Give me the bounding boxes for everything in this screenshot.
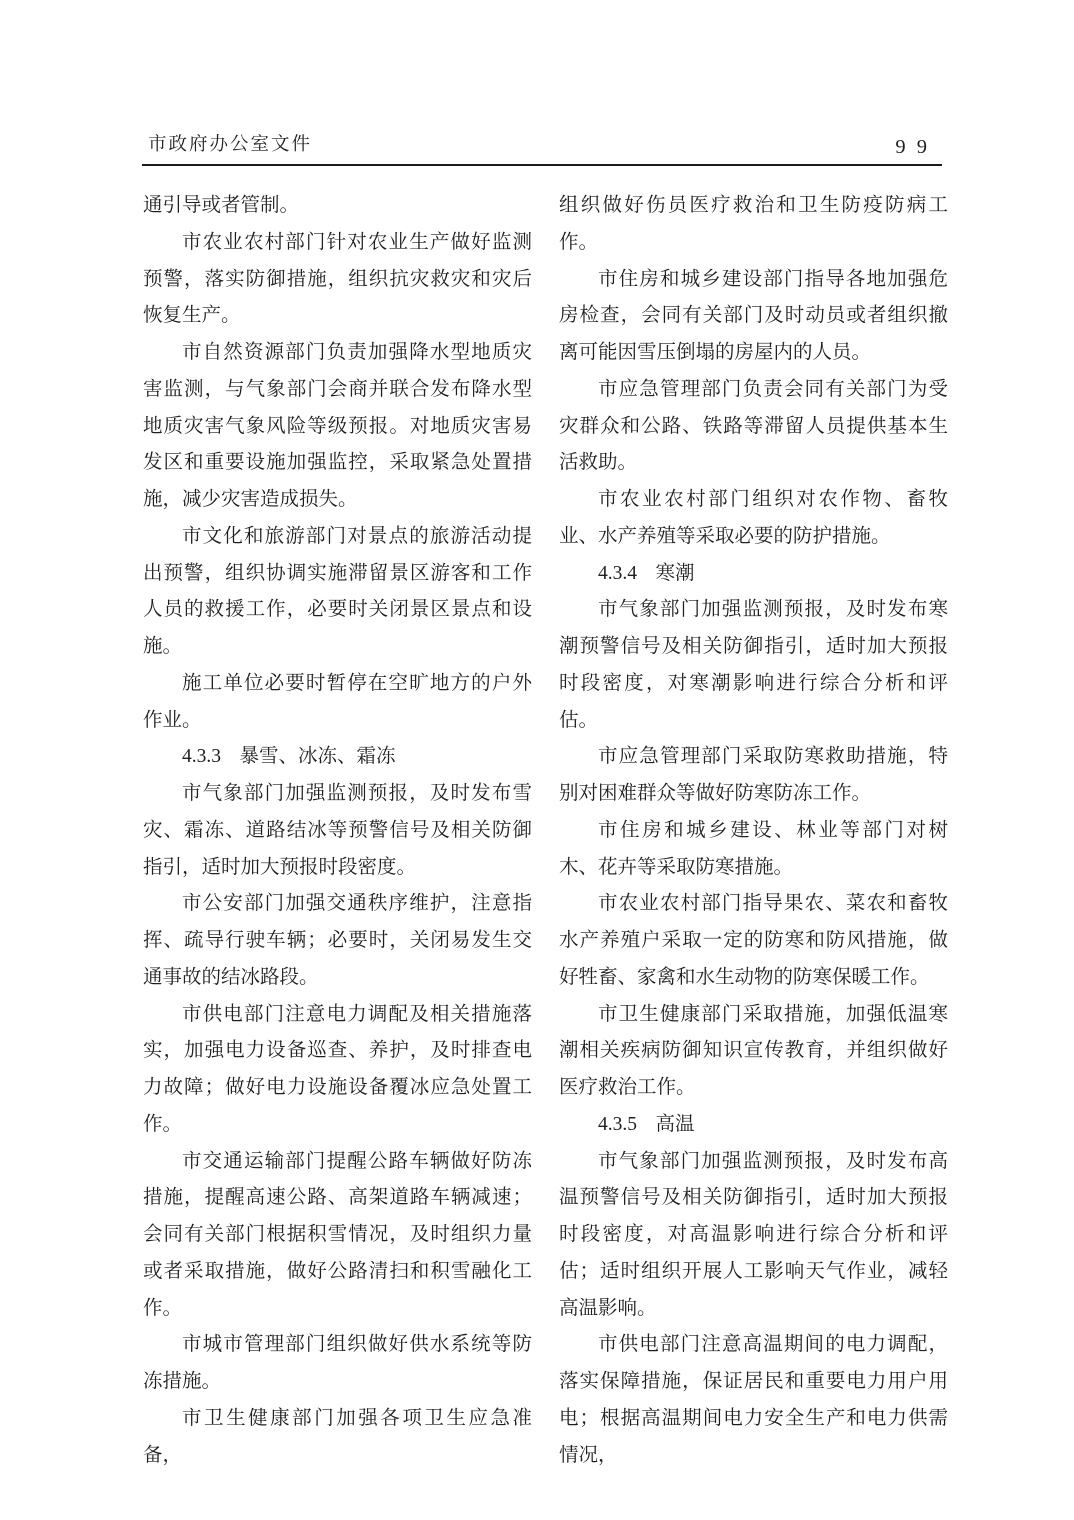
paragraph: 市应急管理部门采取防寒救助措施，特别对困难群众等做好防寒防冻工作。 xyxy=(559,746,948,804)
paragraph: 市卫生健康部门采取措施，加强低温寒潮相关疾病防御知识宣传教育，并组织做好医疗救治工作。 xyxy=(559,1003,948,1098)
continuation-paragraph: 通引导或者管制。 xyxy=(143,195,300,216)
section-number: 4.3.3 xyxy=(182,746,221,768)
paragraph: 市气象部门加强监测预报，及时发布寒潮预警信号及相关防御指引，适时加大预报时段密度，对寒潮影响进行综合分析和评估。 xyxy=(559,599,948,731)
page-number: 9 9 xyxy=(895,136,930,158)
header-doc-title: 市政府办公室文件 xyxy=(148,135,313,155)
paragraph: 市气象部门加强监测预报，及时发布雪灾、霜冻、道路结冰等预警信号及相关防御指引，适时加大预报时段密度。 xyxy=(143,783,532,878)
paragraph: 市农业农村部门指导果农、菜农和畜牧水产养殖户采取一定的防寒和防风措施，做好牲畜、家禽和水生动物的防寒保暖工作。 xyxy=(559,893,948,988)
header-rule xyxy=(142,164,942,166)
right-column xyxy=(559,188,948,1474)
paragraph: 市气象部门加强监测预报，及时发布高温预警信号及相关防御指引，适时加大预报时段密度，对高温影响进行综合分析和评估；适时组织开展人工影响天气作业，减轻高温影响。 xyxy=(559,1150,948,1319)
paragraph: 市农业农村部门组织对农作物、畜牧业、水产养殖等采取必要的防护措施。 xyxy=(559,489,948,547)
section-heading xyxy=(559,1107,948,1144)
paragraph: 市住房和城乡建设、林业等部门对树木、花卉等采取防寒措施。 xyxy=(559,819,948,878)
paragraph: 市供电部门注意电力调配及相关措施落实，加强电力设备巡查、养护，及时排查电力故障；做好电力设施设备覆冰应急处置工作。 xyxy=(143,1003,532,1135)
paragraph: 市城市管理部门组织做好供水系统等防冻措施。 xyxy=(143,1334,532,1392)
paragraph: 市农业农村部门针对农业生产做好监测预警，落实防御措施，组织抗灾救灾和灾后恢复生产。 xyxy=(143,231,532,327)
paragraph: 市应急管理部门负责会同有关部门为受灾群众和公路、铁路等滞留人员提供基本生活救助。 xyxy=(559,378,948,474)
paragraph: 市交通运输部门提醒公路车辆做好防冻措施，提醒高速公路、高架道路车辆减速；会同有关部门根据积雪情况，及时组织力量或者采取措施，做好公路清扫和积雪融化工作。 xyxy=(143,1150,532,1319)
section-title: 高温 xyxy=(655,1113,695,1135)
paragraph: 市住房和城乡建设部门指导各地加强危房检查，会同有关部门及时动员或者组织撤离可能因雪压倒塌的房屋内的人员。 xyxy=(559,268,948,363)
section-number: 4.3.4 xyxy=(598,562,637,584)
document-body xyxy=(143,188,949,1474)
paragraph: 市文化和旅游部门对景点的旅游活动提出预警，组织协调实施滞留景区游客和工作人员的救援工作，必要时关闭景区景点和设施。 xyxy=(143,525,532,657)
continuation-paragraph: 组织做好伤员医疗救治和卫生防疫防病工作。 xyxy=(559,195,948,253)
paragraph: 施工单位必要时暂停在空旷地方的户外作业。 xyxy=(143,672,532,731)
paragraph: 市公安部门加强交通秩序维护，注意指挥、疏导行驶车辆；必要时，关闭易发生交通事故的结冰路段。 xyxy=(143,893,532,988)
paragraph: 市供电部门注意高温期间的电力调配，落实保障措施，保证居民和重要电力用户用电；根据高温期间电力安全生产和电力供需情况， xyxy=(559,1334,948,1466)
left-column xyxy=(143,188,532,1474)
section-number: 4.3.5 xyxy=(598,1113,637,1135)
paragraph: 市自然资源部门负责加强降水型地质灾害监测，与气象部门会商并联合发布降水型地质灾害气象风险等级预报。对地质灾害易发区和重要设施加强监控，采取紧急处置措施，减少灾害造成损失。 xyxy=(143,342,532,510)
section-heading xyxy=(143,739,532,776)
section-title: 寒潮 xyxy=(655,562,695,584)
section-heading xyxy=(559,556,948,593)
paragraph: 市卫生健康部门加强各项卫生应急准备， xyxy=(143,1407,532,1466)
section-title: 暴雪、冰冻、霜冻 xyxy=(239,746,396,768)
